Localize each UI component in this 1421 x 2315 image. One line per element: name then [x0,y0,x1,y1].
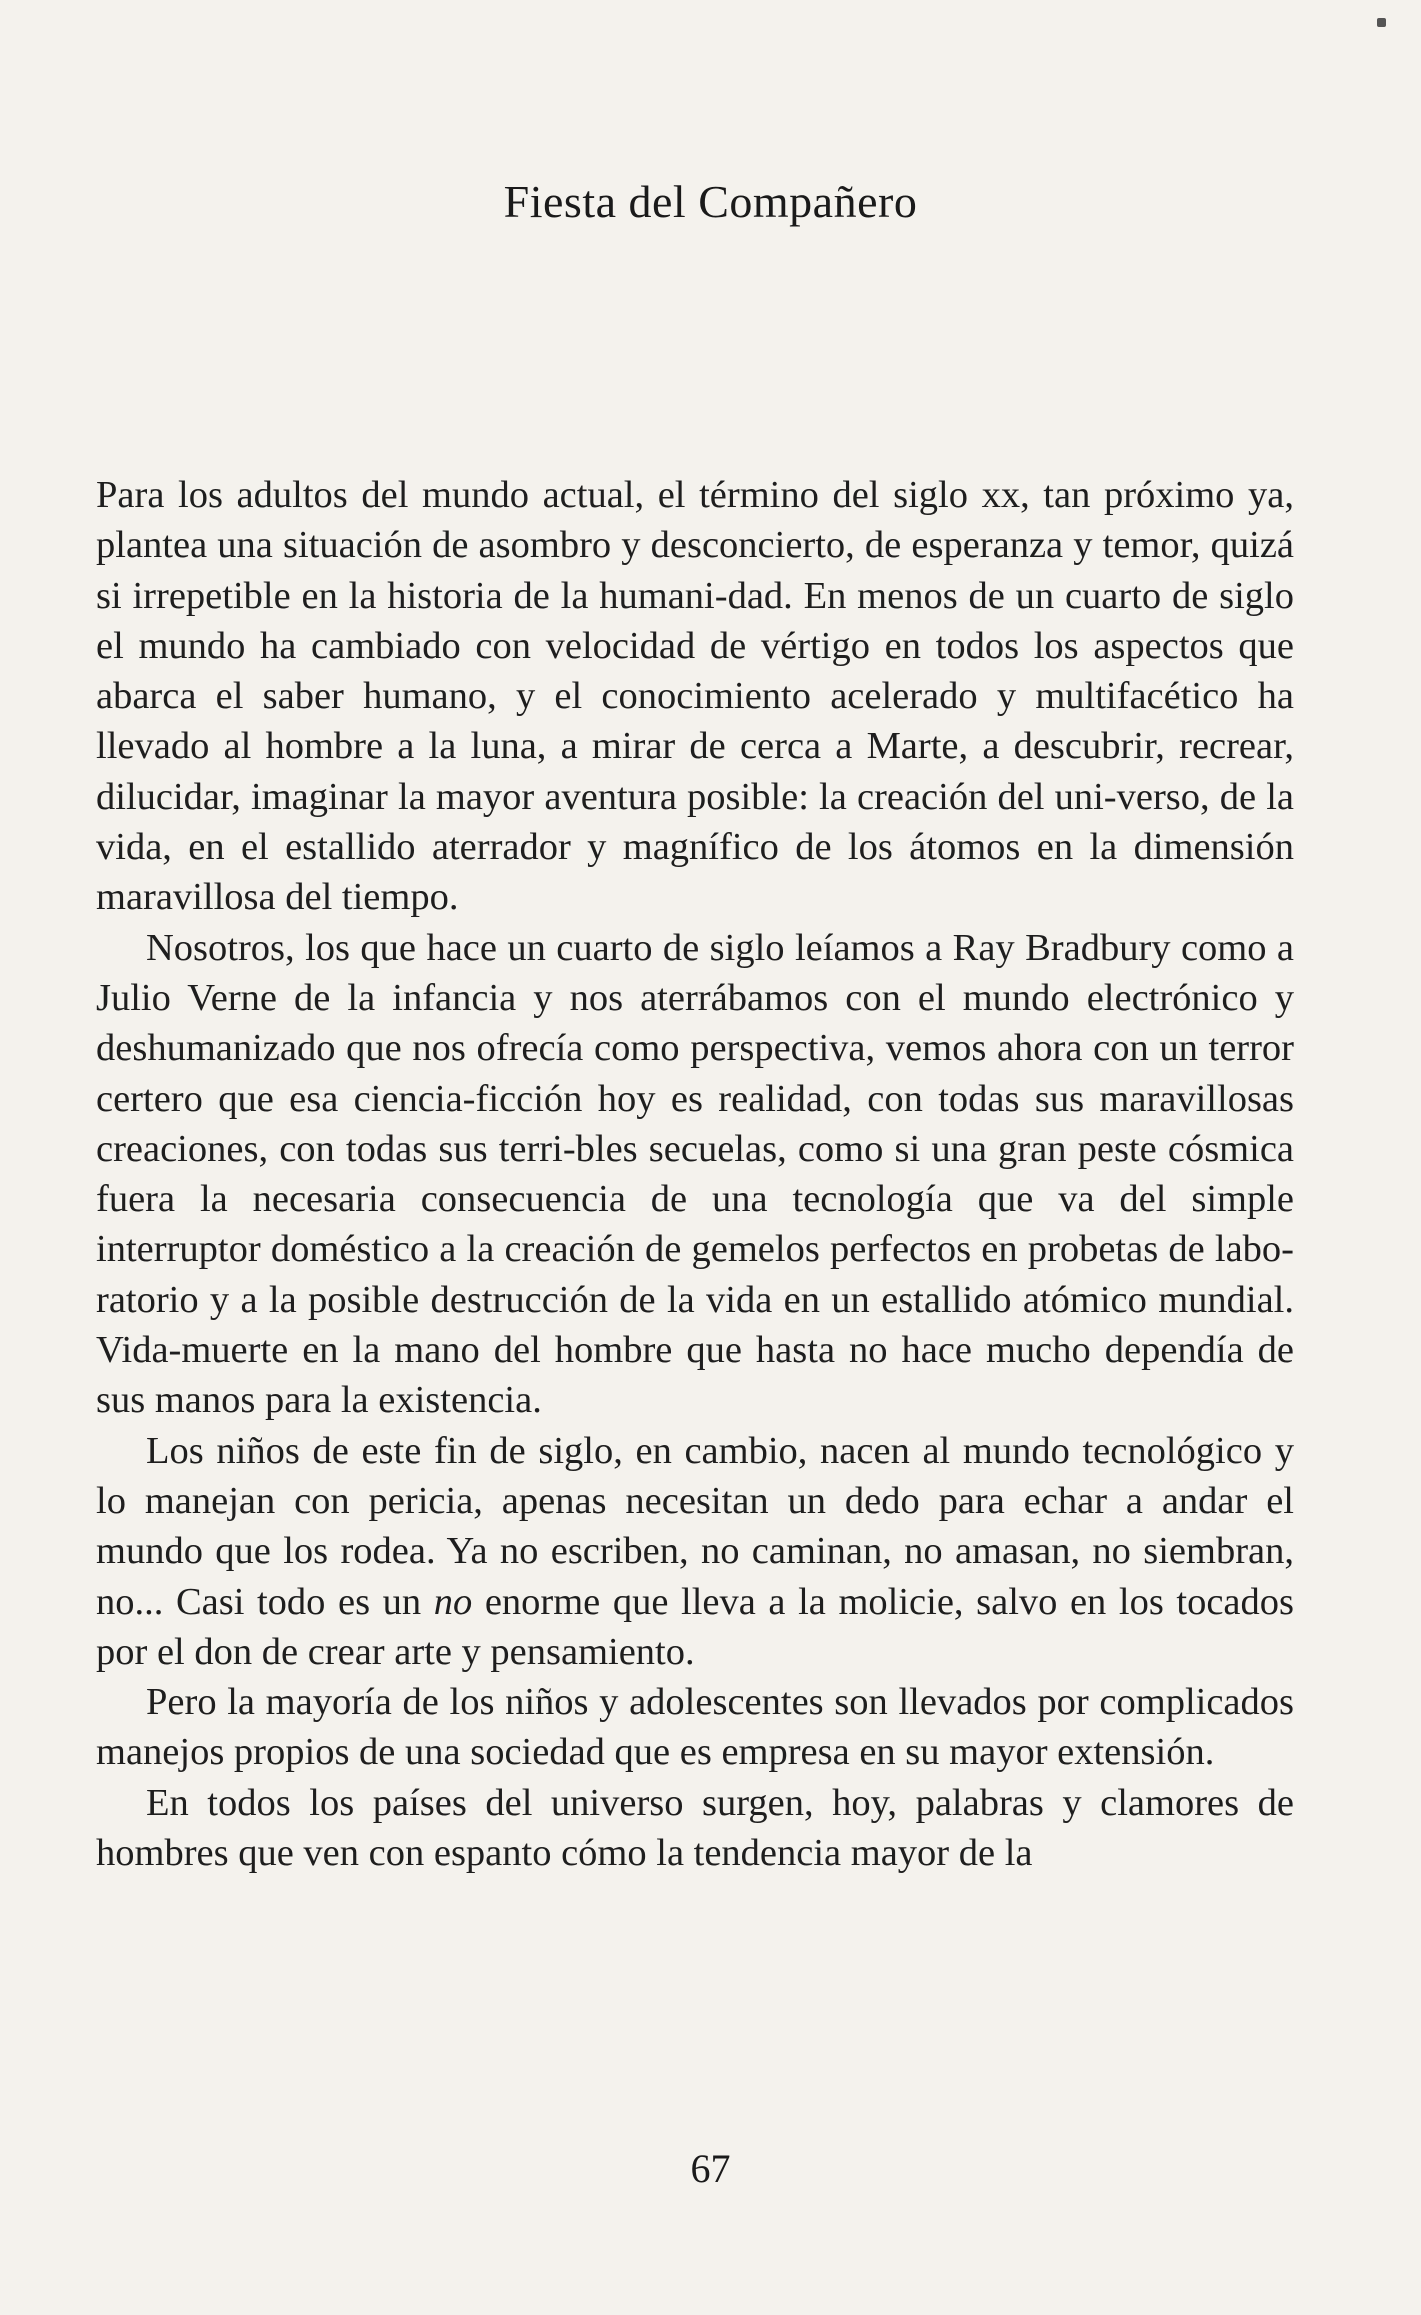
emphasized-word: no [433,1580,473,1623]
paragraph-text: En todos los países del universo surgen, hoy, palabras y clamores de hombres que ven con espanto cómo la tendencia mayor de la [96,1781,1294,1875]
chapter-title: Fiesta del Compañero [503,176,918,227]
body-text [96,470,1294,1878]
paragraph-text: Nosotros, los que hace un cuarto de siglo leíamos a Ray Bradbury como a Julio Verne de la infancia y nos aterrábamos con el mundo electrónico y deshumanizado que nos ofrecía como perspectiva, vemos ahora con un terror certero que esa ciencia-ficción hoy es realidad, con todas sus maravillosas creaciones, con todas sus terri-bles secuelas, como si una gran peste cósmica fuera la necesaria consecuencia de una tecnología que va del simple interruptor doméstico a la creación de gemelos perfectos en probetas de labo-ratorio y a la posible destrucción de la vida en un estallido atómico mundial. Vida-muerte en la mano del hombre que hasta no hace mucho dependía de sus manos para la existencia. [96,926,1294,1422]
scan-speck [1377,18,1386,27]
paragraph-text: Para los adultos del mundo actual, el término del siglo xx, tan próximo ya, plantea una situación de asombro y desconcierto, de esperanza y temor, quizá si irrepetible en la historia de la humani-dad. En menos de un cuarto de siglo el mundo ha cambiado con velocidad de vértigo en todos los aspectos que abarca el saber humano, y el conocimiento acelerado y multifacético ha llevado al hombre a la luna, a mirar de cerca a Marte, a descubrir, recrear, dilucidar, imaginar la mayor aventura posible: la creación del uni-verso, de la vida, en el estallido aterrador y magnífico de los átomos en la dimensión maravillosa del tiempo. [96,474,1294,919]
paragraph-text: Los niños de este fin de siglo, en cambio, nacen al mundo tecnológico y lo manejan con pericia, apenas necesitan un dedo para echar a andar el mundo que los rodea. Ya no escriben, no caminan, no amasan, no siembran, no... Casi todo es un [96,1429,1294,1623]
paragraph [96,923,1294,1426]
page-number: 67 [690,2146,731,2191]
paragraph [96,1778,1294,1879]
paragraph-text: Pero la mayoría de los niños y adolescentes son llevados por complicados manejos propios de una sociedad que es empresa en su mayor extensión. [96,1681,1294,1774]
paragraph [96,1677,1294,1778]
paragraph [96,470,1294,923]
paragraph-text-continued: enorme que lleva a la molicie, salvo en los tocados por el don de crear arte y pensamiento. [96,1580,1295,1673]
paragraph [96,1426,1294,1677]
